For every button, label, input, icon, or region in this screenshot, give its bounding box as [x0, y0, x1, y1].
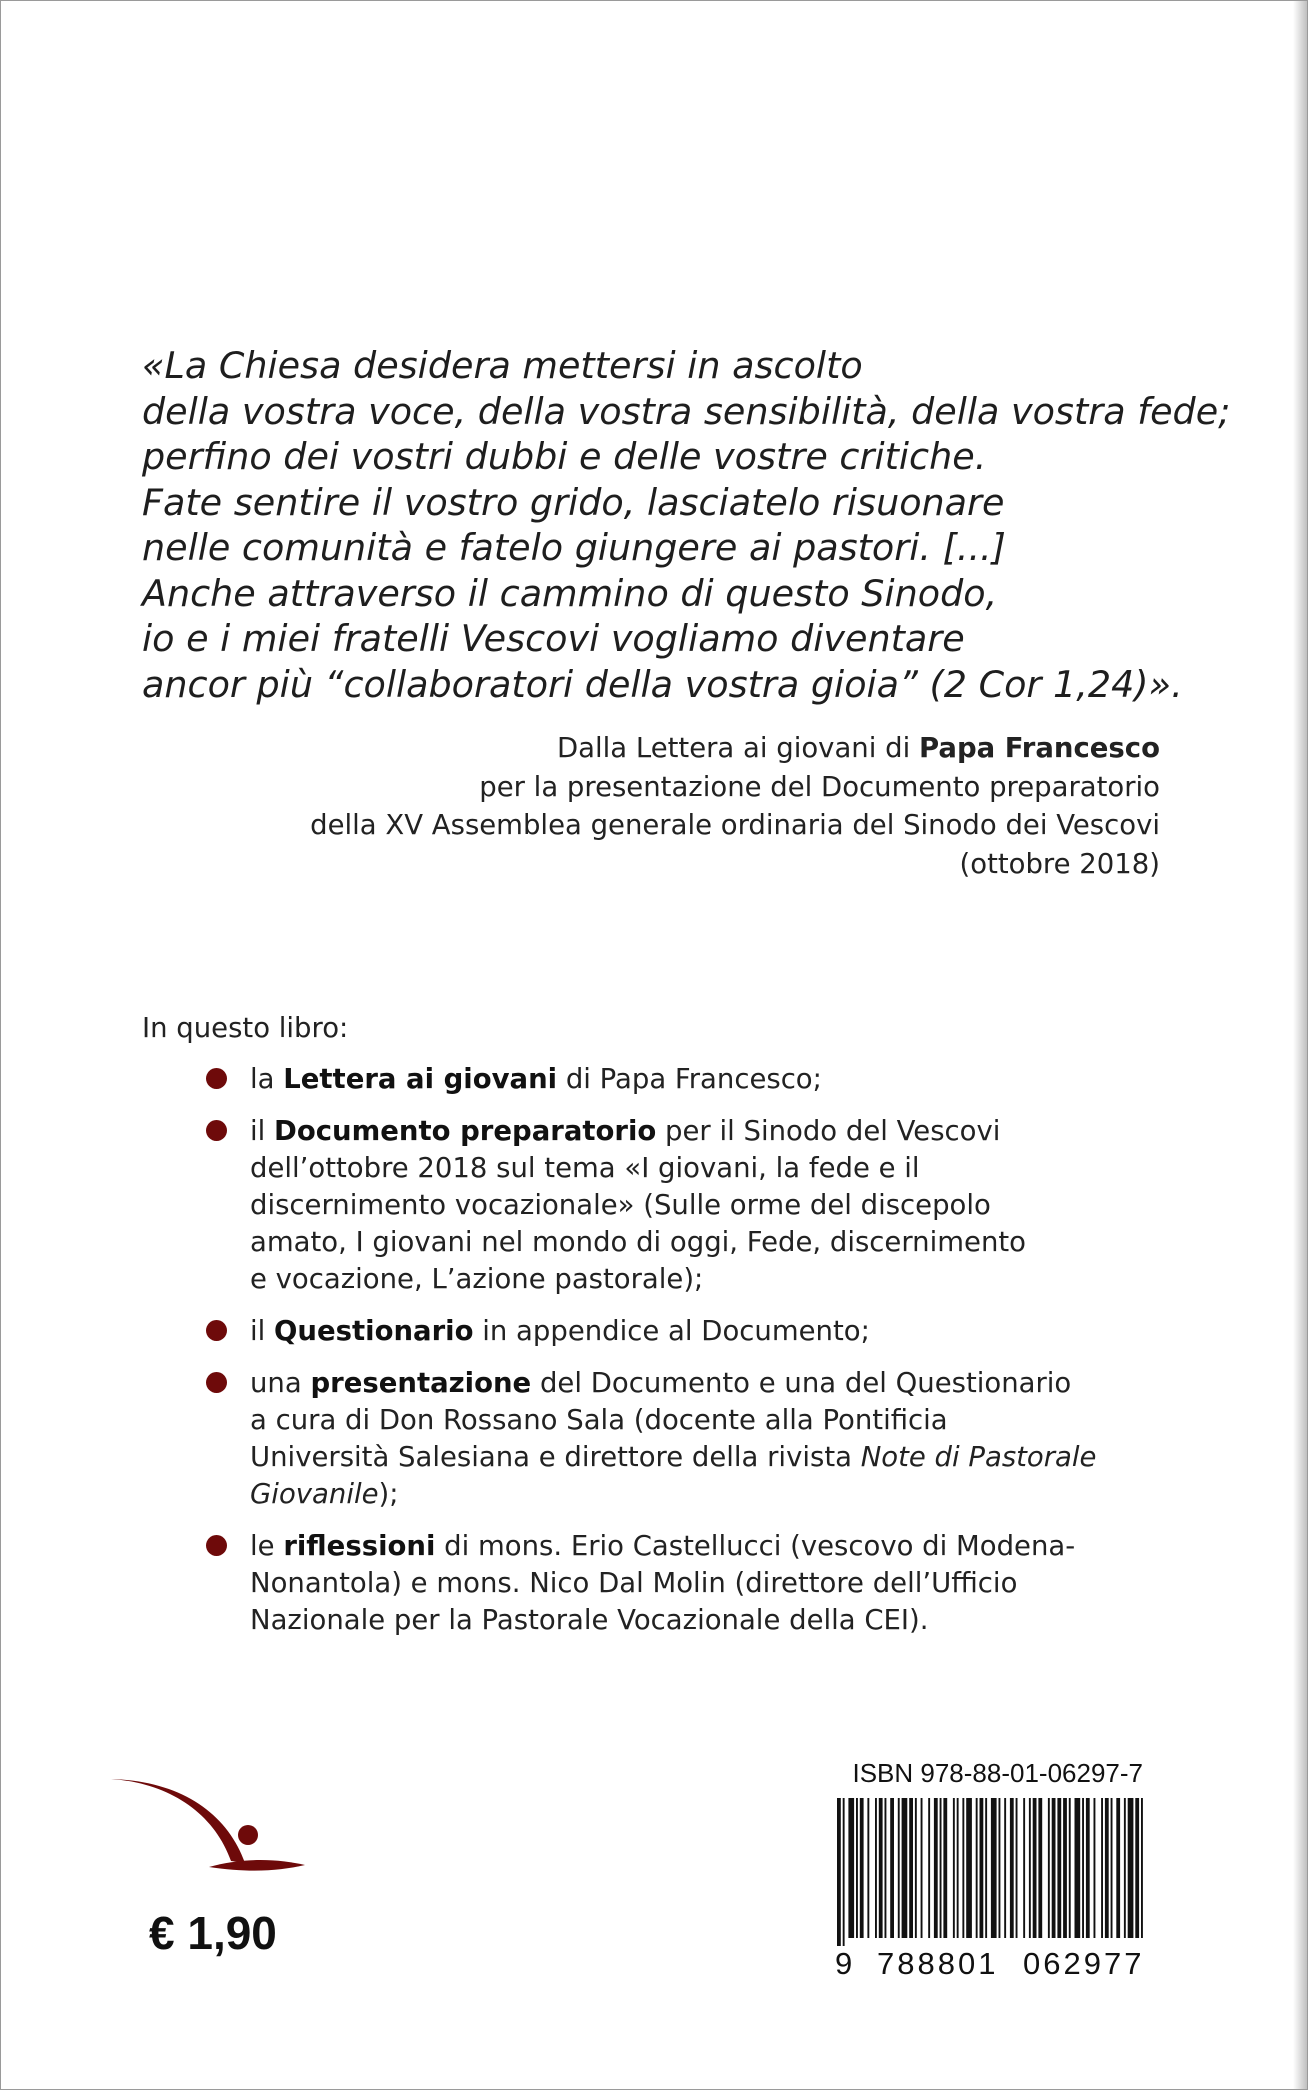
attribution-line: della XV Assemblea generale ordinaria del Sinodo dei Vescovi: [310, 809, 1160, 841]
barcode-bar: [843, 1798, 845, 1946]
barcode-bar: [980, 1798, 984, 1938]
barcode-bar: [1038, 1798, 1042, 1938]
quote-line: perfino dei vostri dubbi e delle vostre critiche.: [142, 435, 987, 478]
barcode-bar: [934, 1798, 938, 1938]
barcode-bar: [1116, 1798, 1120, 1938]
barcode-bar: [1105, 1798, 1109, 1938]
barcode-bar: [1063, 1798, 1067, 1938]
isbn-label: ISBN 978-88-01-06297-7: [852, 1758, 1143, 1788]
quote-line: ancor più “collaboratori della vostra gioia” (2 Cor 1,24)».: [142, 662, 1183, 706]
publisher-logo-icon: [109, 1773, 305, 1889]
list-item: [142, 1061, 1182, 1098]
barcode-bar: [1016, 1798, 1018, 1938]
item-text: dell’ottobre 2018 sul tema «I giovani, la fede e il: [250, 1152, 920, 1184]
barcode: [833, 1798, 1148, 1946]
attribution-line: [160, 729, 1160, 768]
barcode-bar: [953, 1798, 955, 1938]
price: € 1,90: [149, 1907, 277, 1959]
barcode-bar: [962, 1798, 964, 1938]
item-title: Questionario: [274, 1315, 474, 1347]
quote-line: della vostra voce, della vostra sensibilità, della vostra fede;: [142, 389, 1231, 433]
item-title: Documento preparatorio: [274, 1115, 657, 1147]
attribution-line: (ottobre 2018): [959, 847, 1160, 880]
pope-quote: [142, 343, 1231, 707]
item-text: Università Salesiana e direttore della rivista: [250, 1441, 861, 1473]
quote-line: nelle comunità e fatelo giungere ai pastori. [...]: [142, 526, 1006, 569]
bullet-icon: [206, 1320, 227, 1341]
item-title: presentazione: [310, 1367, 532, 1399]
contents-list: [142, 1061, 1182, 1654]
list-item: [142, 1113, 1182, 1298]
item-text: per il Sinodo del Vescovi: [656, 1115, 1001, 1147]
item-text: Nonantola) e mons. Nico Dal Molin (direttore dell’Ufficio: [250, 1567, 1018, 1599]
barcode-bar: [898, 1798, 900, 1938]
item-text: amato, I giovani nel mondo di oggi, Fede, discernimento: [250, 1226, 1026, 1258]
barcode-bar: [1128, 1798, 1134, 1938]
barcode-bar: [879, 1798, 883, 1938]
barcode-bar: [1023, 1798, 1025, 1938]
bullet-icon: [206, 1372, 227, 1393]
item-title: riflessioni: [283, 1530, 436, 1562]
attribution-prefix: Dalla Lettera ai giovani di: [556, 732, 919, 764]
barcode-bar: [1033, 1798, 1037, 1938]
list-item: [142, 1313, 1182, 1350]
journal-title: Note di Pastorale: [860, 1441, 1097, 1473]
barcode-bar: [885, 1798, 887, 1938]
barcode-bar: [1094, 1798, 1096, 1938]
barcode-bar: [957, 1798, 959, 1938]
barcode-bar: [1135, 1798, 1139, 1938]
barcode-bar: [1082, 1798, 1084, 1938]
quote-line: Anche attraverso il cammino di questo Sinodo,: [142, 571, 998, 615]
item-text: il: [250, 1115, 275, 1147]
barcode-bar: [940, 1798, 942, 1938]
barcode-bar: [1075, 1798, 1081, 1938]
item-text: );: [378, 1478, 399, 1510]
item-text: in appendice al Documento;: [473, 1315, 870, 1347]
barcode-bar: [921, 1798, 923, 1938]
barcode-bar: [902, 1798, 908, 1938]
barcode-bar: [875, 1798, 877, 1938]
barcode-bar: [985, 1798, 987, 1938]
barcode-bar: [1010, 1798, 1014, 1938]
barcode-bar: [976, 1798, 978, 1938]
item-text: di mons. Erio Castellucci (vescovo di Modena-: [435, 1530, 1076, 1562]
barcode-bar: [1029, 1798, 1031, 1938]
barcode-bar: [991, 1798, 997, 1938]
barcode-bar: [943, 1798, 947, 1938]
barcode-bar: [1111, 1798, 1113, 1938]
barcode-bar: [1069, 1798, 1071, 1938]
barcode-bar: [909, 1798, 913, 1938]
quote-line: «La Chiesa desidera mettersi in ascolto: [142, 344, 863, 387]
barcode-bar: [928, 1798, 930, 1938]
barcode-bar: [966, 1798, 972, 1938]
contents-intro: In questo libro:: [142, 1012, 349, 1044]
item-text: discernimento vocazionale» (Sulle orme del discepolo: [250, 1189, 991, 1221]
barcode-bar: [1052, 1798, 1056, 1938]
item-title: Lettera ai giovani: [283, 1063, 558, 1095]
barcode-bar: [1141, 1798, 1143, 1938]
barcode-bar: [860, 1798, 864, 1938]
item-text: le: [250, 1530, 284, 1562]
barcode-left-digits: 788801: [877, 1946, 999, 1981]
item-text: e vocazione, L’azione pastorale);: [250, 1263, 704, 1295]
barcode-bar: [1048, 1798, 1050, 1938]
bullet-icon: [206, 1120, 227, 1141]
barcode-bar: [867, 1798, 869, 1938]
barcode-bar: [837, 1798, 841, 1946]
journal-title: Giovanile: [250, 1478, 379, 1510]
item-text: Nazionale per la Pastorale Vocazionale della CEI).: [250, 1604, 929, 1636]
bullet-icon: [206, 1535, 227, 1556]
barcode-bar: [1086, 1798, 1090, 1938]
barcode-bar: [1124, 1798, 1126, 1938]
item-text: una: [250, 1367, 311, 1399]
barcode-bar: [890, 1798, 894, 1938]
quote-line: io e i miei fratelli Vescovi vogliamo diventare: [142, 617, 965, 660]
quote-line: Fate sentire il vostro grido, lasciatelo risuonare: [142, 480, 1005, 524]
item-text: la: [250, 1063, 284, 1095]
barcode-lead-digit: 9: [835, 1946, 853, 1981]
item-text: di Papa Francesco;: [557, 1063, 822, 1095]
attribution-author: Papa Francesco: [918, 732, 1160, 764]
list-item: [142, 1365, 1182, 1513]
attribution-line: per la presentazione del Documento preparatorio: [479, 770, 1160, 803]
barcode-bar: [999, 1798, 1001, 1938]
item-text: del Documento e una del Questionario: [531, 1367, 1072, 1399]
quote-attribution: [160, 729, 1160, 883]
list-item: [142, 1528, 1182, 1639]
barcode-bar: [856, 1798, 858, 1938]
barcode-bar: [848, 1798, 854, 1938]
item-text: a cura di Don Rossano Sala (docente alla Pontificia: [250, 1404, 948, 1436]
bullet-icon: [206, 1068, 227, 1089]
barcode-bar: [1004, 1798, 1006, 1938]
barcode-bar: [915, 1798, 917, 1938]
barcode-right-digits: 062977: [1023, 1946, 1145, 1981]
barcode-bar: [1057, 1798, 1061, 1938]
item-text: il: [250, 1315, 275, 1347]
barcode-bar: [1101, 1798, 1103, 1938]
